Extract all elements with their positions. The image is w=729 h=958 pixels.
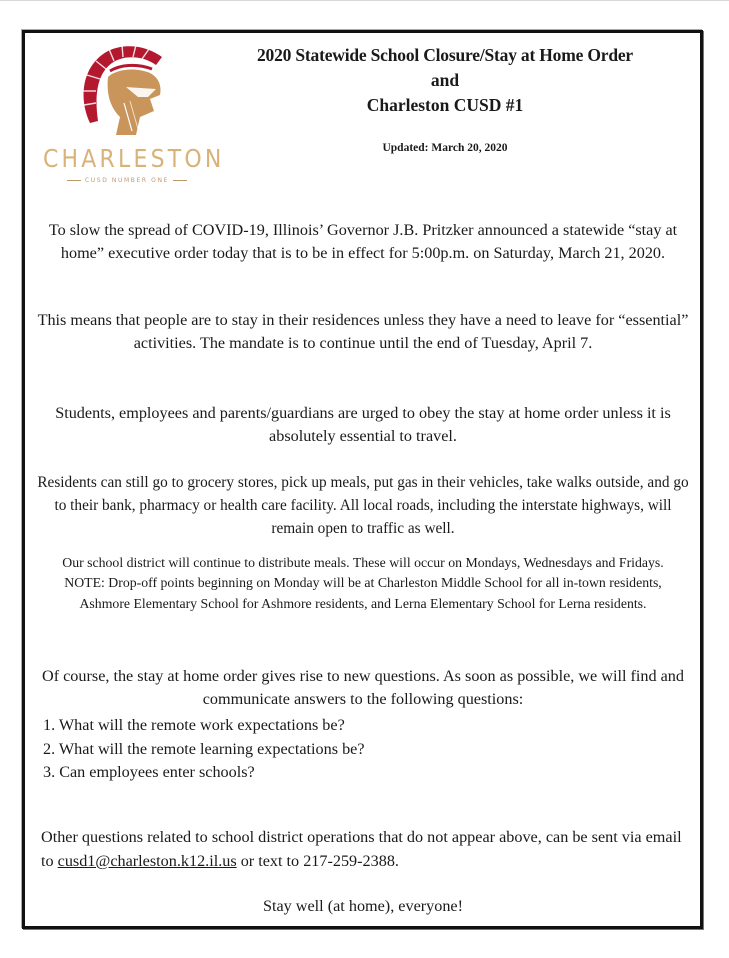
- top-divider: [0, 0, 729, 1]
- logo-wordmark: CHARLESTON: [43, 145, 225, 174]
- paragraph-residents-allowed: Residents can still go to grocery stores, pick up meals, put gas in their vehicles, take walks outside, and go to their bank, pharmacy or health care facility. All local roads, including the interstate highways, will remain open to traffic as well.: [37, 474, 689, 538]
- paragraph-new-questions: Of course, the stay at home order gives rise to new questions. As soon as possible, we will find and communicate answers to the following questions:: [42, 667, 684, 709]
- paragraph-urge-obey: Students, employees and parents/guardians are urged to obey the stay at home order unless it is absolutely essential to travel.: [55, 404, 671, 446]
- paragraph-meal-distribution: Our school district will continue to distribute meals. These will occur on Mondays, Wednesdays and Fridays. NOTE: Drop-off points beginning on Monday will be at Charleston Middle School for all in-town residents, Ashmore Elementary School for Ashmore residents, and Lerna Elementary School for Lerna residents.: [62, 554, 664, 611]
- paragraph-mandate: This means that people are to stay in their residences unless they have a need to leave for “essential” activities. The mandate is to continue until the end of Tuesday, April 7.: [37, 311, 689, 353]
- logo-tagline: [41, 177, 213, 184]
- email-link[interactable]: cusd1@charleston.k12.il.us: [57, 851, 237, 870]
- signoff: Stay well (at home), everyone!: [262, 897, 464, 916]
- spartan-helmet-icon: [76, 43, 168, 141]
- questions-list: [43, 714, 663, 785]
- contact-lead: Other questions related to school district operations that do not appear above, can be sent via email to: [41, 828, 682, 870]
- tagline-dash-right: [173, 180, 187, 181]
- question-item: 1. What will the remote work expectations be?: [43, 716, 345, 734]
- paragraph-order-announcement: To slow the spread of COVID-19, Illinois’ Governor J.B. Pritzker announced a statewide “stay at home” executive order today that is to be in effect for 5:00p.m. on Saturday, March 21, 2020.: [48, 221, 678, 263]
- title-line-2: and: [430, 70, 460, 90]
- contact-mid: or text to: [236, 851, 304, 870]
- tagline-dash-left: [67, 180, 81, 181]
- title-line-3: Charleston CUSD #1: [366, 95, 524, 115]
- tagline-text: CUSD NUMBER ONE: [85, 177, 169, 184]
- updated-date: Updated: March 20, 2020: [382, 142, 508, 154]
- phone-number: 217-259-2388: [303, 851, 395, 870]
- contact-end: .: [394, 851, 399, 870]
- question-item: 2. What will the remote learning expectations be?: [43, 739, 365, 758]
- question-item: 3. Can employees enter schools?: [43, 763, 255, 781]
- document-frame: [22, 30, 703, 929]
- contact-paragraph: [41, 826, 691, 873]
- district-logo: [35, 39, 225, 189]
- title-line-1: 2020 Statewide School Closure/Stay at Home Order: [256, 45, 633, 65]
- document-header: [215, 43, 675, 154]
